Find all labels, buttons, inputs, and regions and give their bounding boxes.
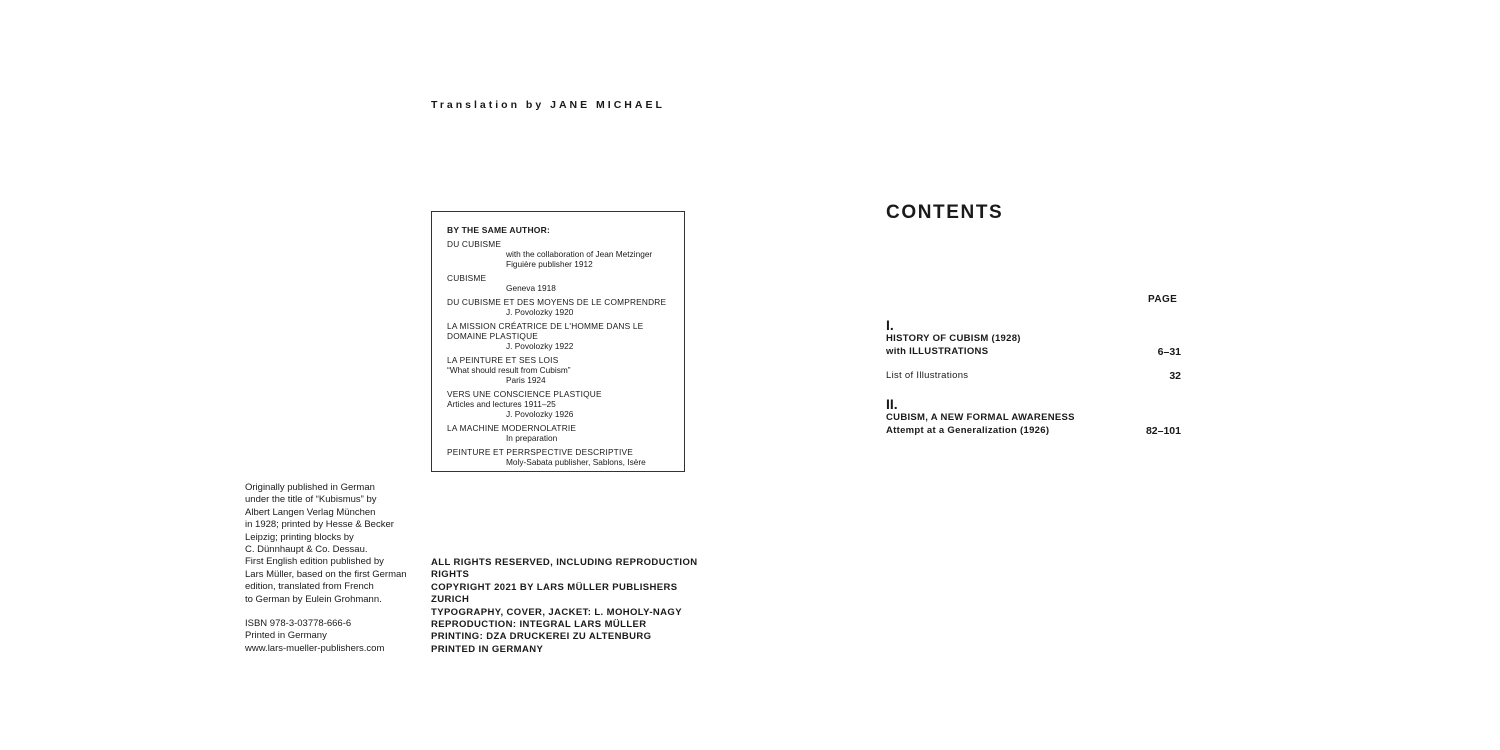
rights-line: ALL RIGHTS RESERVED, INCLUDING REPRODUCTION <box>431 557 698 568</box>
section-title: CUBISM, A NEW FORMAL AWARENESS <box>886 412 1075 423</box>
book-detail: Paris 1924 <box>506 375 546 385</box>
book-detail: Moly-Sabata publisher, Sablons, Isère <box>506 457 646 467</box>
book-title: LA PEINTURE ET SES LOIS <box>447 355 559 365</box>
book-entry <box>447 355 684 385</box>
book-entry <box>447 321 684 351</box>
rights-line: REPRODUCTION: INTEGRAL LARS MÜLLER <box>431 619 647 631</box>
same-author-heading: BY THE SAME AUTHOR: <box>447 225 550 235</box>
pub-line: under the title of “Kubismus” by <box>245 494 377 506</box>
book-entry <box>447 239 684 269</box>
rights-line: TYPOGRAPHY, COVER, JACKET: L. MOHOLY-NAGY <box>431 606 682 618</box>
section-pages: 82–101 <box>1145 424 1181 437</box>
same-author-box <box>431 211 685 472</box>
book-detail: “What should result from Cubism” <box>447 365 571 375</box>
book-entry <box>447 389 684 419</box>
book-detail: with the collaboration of Jean Metzinger <box>506 249 653 259</box>
book-title: DU CUBISME <box>447 239 502 249</box>
rights-line: PRINTED IN GERMANY <box>431 643 544 655</box>
book-title: LA MACHINE MODERNOLATRIE <box>447 423 577 433</box>
book-title: PEINTURE ET PERRSPECTIVE DESCRIPTIVE <box>447 447 633 457</box>
contents-title: CONTENTS <box>886 202 1004 223</box>
illustrations-page: 32 <box>1169 370 1181 382</box>
list-of-illustrations: List of Illustrations <box>886 370 969 381</box>
section-subtitle: Attempt at a Generalization (1926) <box>886 424 1050 436</box>
section-title: HISTORY OF CUBISM (1928) <box>886 333 1021 344</box>
toc-section-2 <box>886 397 1181 437</box>
rights-line: PRINTING: DZA DRUCKEREI ZU ALTENBURG <box>431 631 652 643</box>
book-detail: J. Povolozky 1922 <box>506 341 574 351</box>
book-entry <box>447 297 684 317</box>
pub-line: edition, translated from French <box>245 581 374 593</box>
pub-line: Originally published in German <box>245 482 375 493</box>
book-list <box>447 239 684 467</box>
book-entry <box>447 447 684 467</box>
section-numeral: II. <box>886 396 898 412</box>
isbn: ISBN 978-3-03778-666-6 <box>245 618 352 630</box>
toc-row <box>886 425 1181 438</box>
book-title: CUBISME <box>447 273 487 283</box>
pub-line: Leipzig; printing blocks by <box>245 531 354 543</box>
book-detail: Geneva 1918 <box>506 283 556 293</box>
pub-line: to German by Eulein Grohmann. <box>245 593 382 605</box>
publisher-website: www.lars-mueller-publishers.com <box>245 642 385 654</box>
rights-line: RIGHTS <box>431 569 470 581</box>
rights-line: COPYRIGHT 2021 BY LARS MÜLLER PUBLISHERS <box>431 581 678 593</box>
toc-row <box>886 333 1181 346</box>
translation-credit: Translation by JANE MICHAEL <box>431 99 665 111</box>
section-numeral: I. <box>886 317 894 333</box>
book-detail: Figuière publisher 1912 <box>506 259 593 269</box>
toc-row <box>886 412 1181 425</box>
printed-in: Printed in Germany <box>245 630 327 642</box>
toc-row <box>886 370 1181 383</box>
book-title: DU CUBISME ET DES MOYENS DE LE COMPRENDRE <box>447 297 667 307</box>
section-pages: 6–31 <box>1157 345 1181 358</box>
pub-line: Albert Langen Verlag München <box>245 506 376 518</box>
rights-block <box>431 557 701 656</box>
book-detail: J. Povolozky 1920 <box>506 307 574 317</box>
book-title: LA MISSION CRÉATRICE DE L'HOMME DANS LE DOMAINE PLASTIQUE <box>447 321 644 341</box>
pub-line: in 1928; printed by Hesse & Becker <box>245 519 394 531</box>
toc-row <box>886 346 1181 359</box>
book-entry <box>447 423 684 443</box>
toc-section-1 <box>886 318 1181 383</box>
book-detail: J. Povolozky 1926 <box>506 409 574 419</box>
book-title: VERS UNE CONSCIENCE PLASTIQUE <box>447 389 602 399</box>
rights-line: ZURICH <box>431 594 470 606</box>
section-subtitle: with ILLUSTRATIONS <box>886 345 989 357</box>
book-detail: In preparation <box>506 433 558 443</box>
book-entry <box>447 273 684 293</box>
pub-line: Lars Müller, based on the first German <box>245 568 407 580</box>
pub-line: First English edition published by <box>245 556 384 568</box>
book-detail: Articles and lectures 1911–25 <box>447 399 556 409</box>
right-page <box>750 0 1500 750</box>
page-column-label: PAGE <box>1148 294 1178 305</box>
pub-line: C. Dünnhaupt & Co. Dessau. <box>245 544 368 556</box>
publication-info <box>245 482 425 655</box>
